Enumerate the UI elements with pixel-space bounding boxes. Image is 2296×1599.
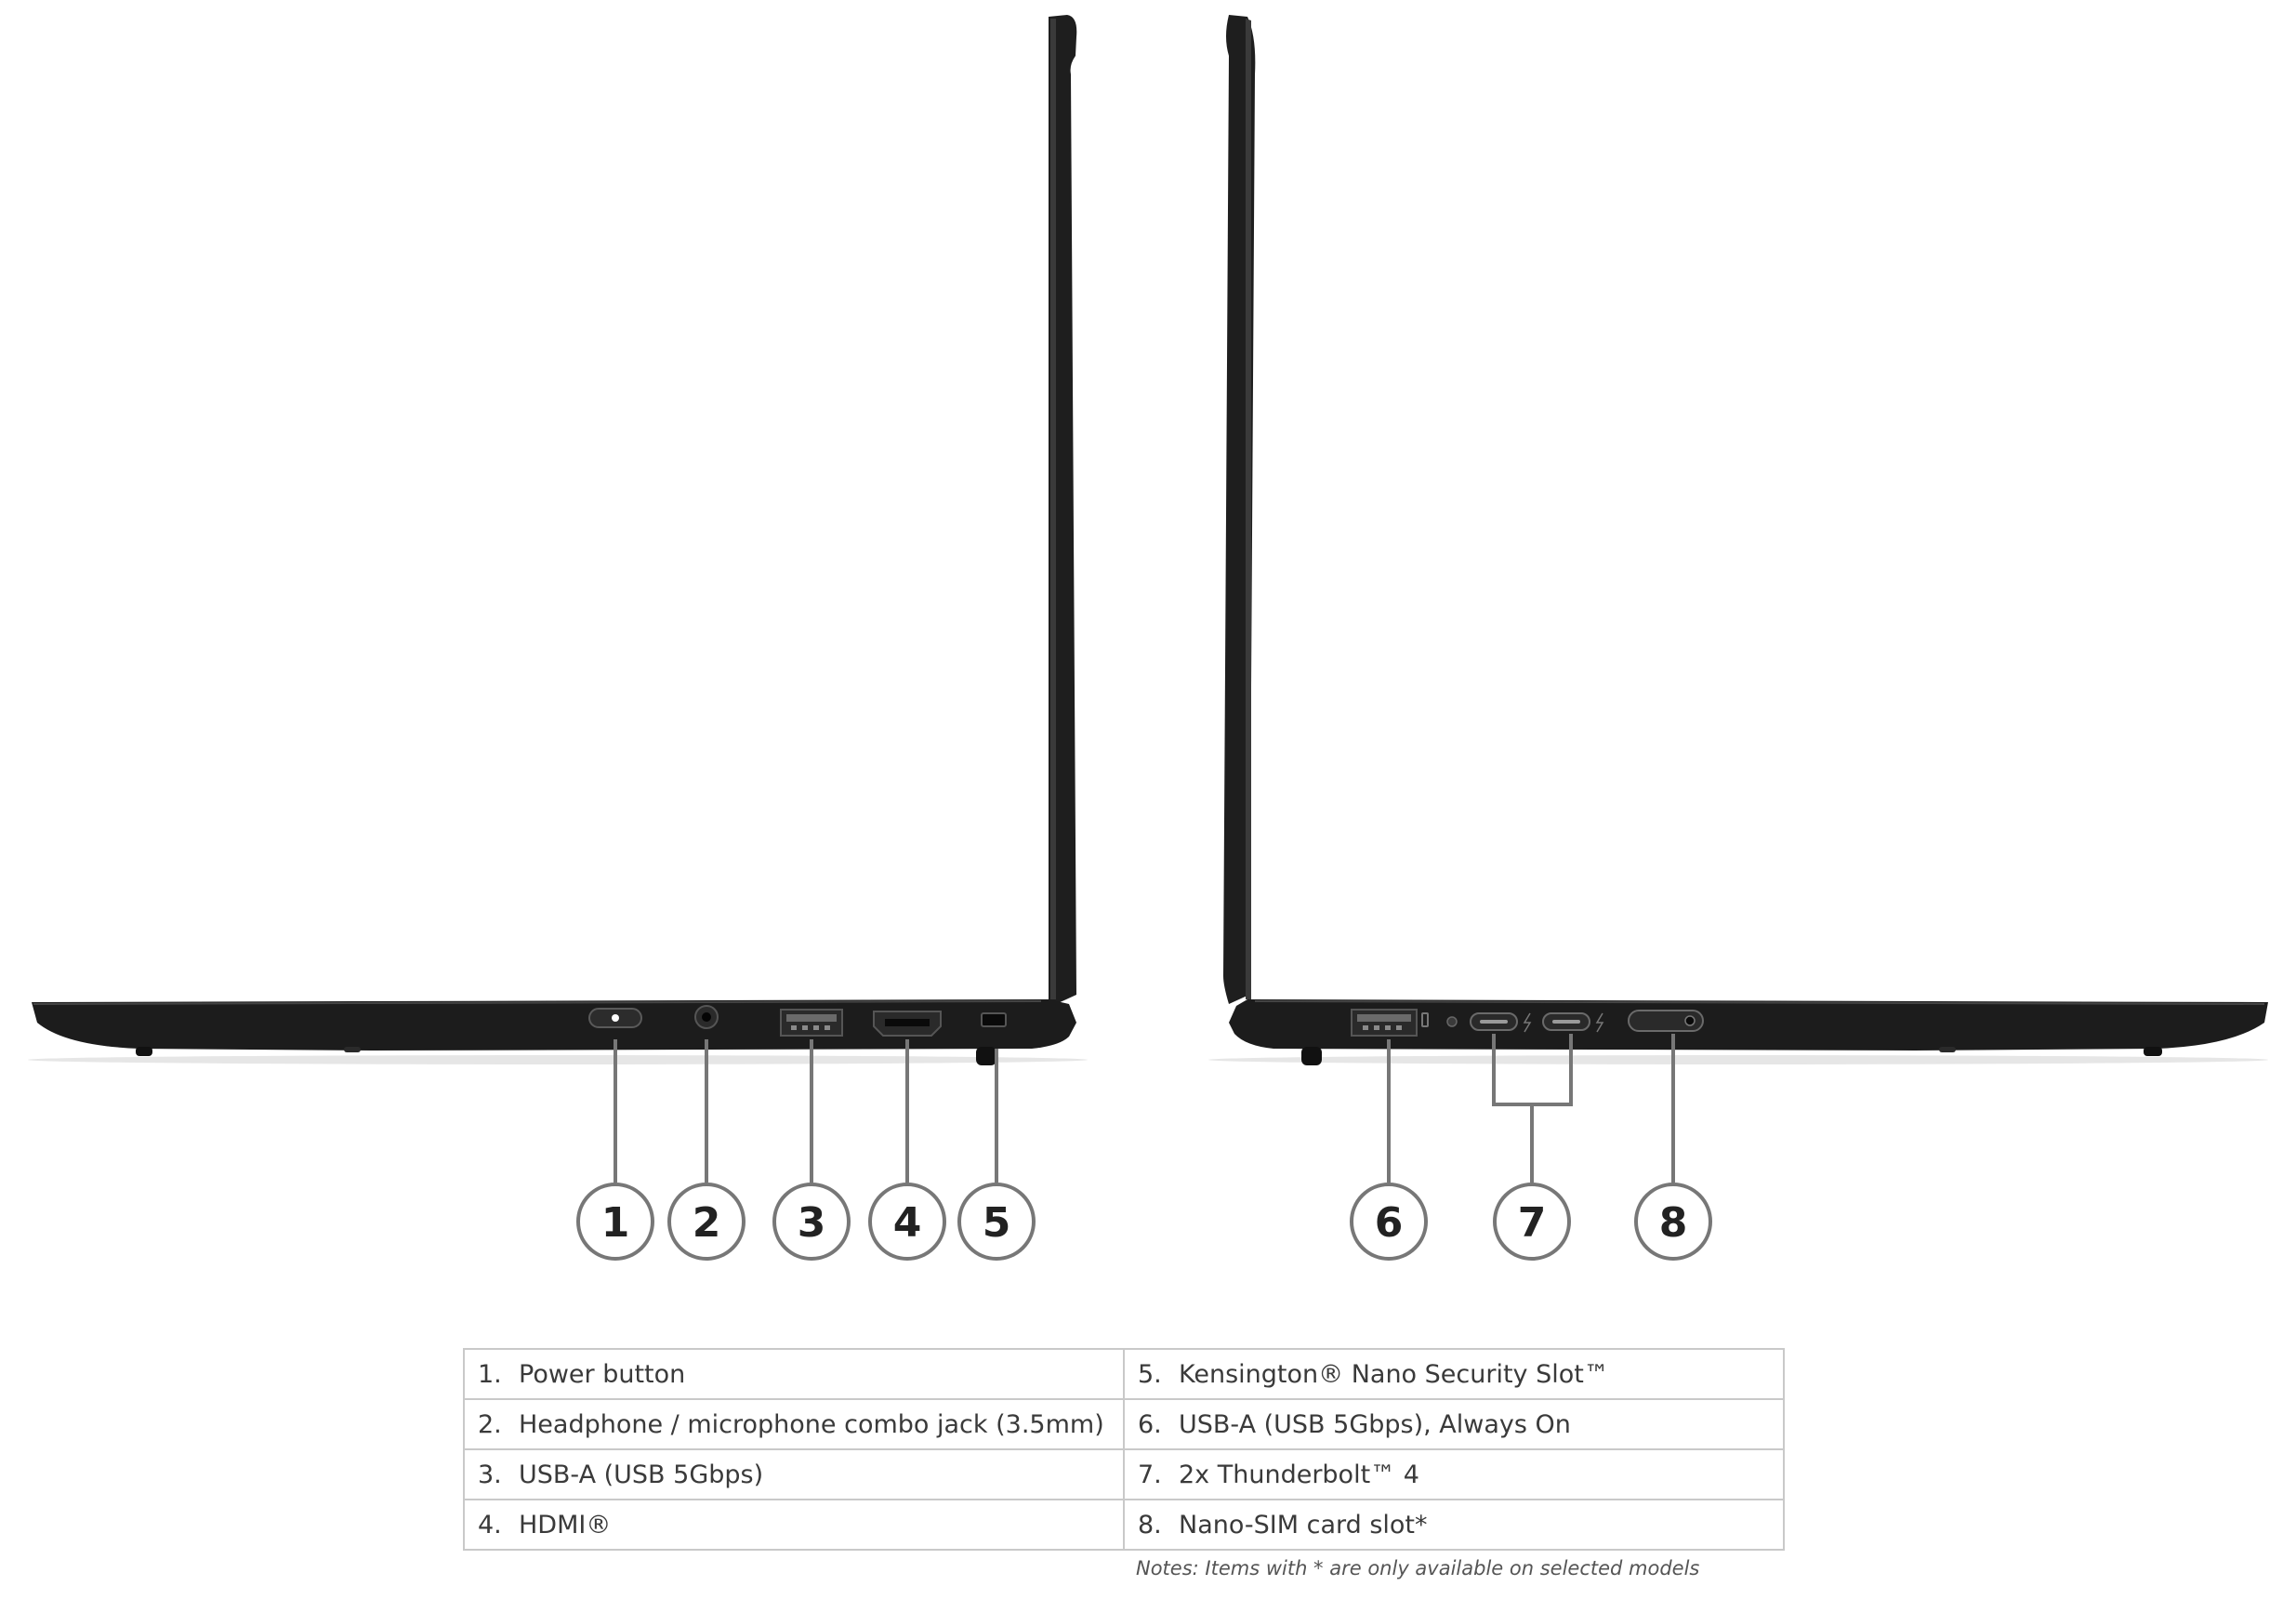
table-row (464, 1399, 1784, 1449)
callout-8 (1636, 1184, 1710, 1259)
callout-4 (870, 1184, 944, 1259)
item-number: 1. (478, 1359, 502, 1389)
laptop-left-side-view (28, 15, 1088, 1065)
item-number: 6. (1138, 1409, 1162, 1439)
item-label: 2x Thunderbolt™ 4 (1179, 1460, 1419, 1489)
status-led-icon (1447, 1017, 1457, 1026)
svg-text:1: 1 (600, 1199, 630, 1247)
item-number: 2. (478, 1409, 502, 1439)
table-cell (464, 1399, 1124, 1449)
item-number: 8. (1138, 1510, 1162, 1540)
svg-text:5: 5 (982, 1199, 1011, 1247)
power-button-icon (589, 1009, 641, 1027)
item-label: Power button (519, 1359, 686, 1389)
svg-text:8: 8 (1658, 1199, 1688, 1247)
table-cell (1124, 1449, 1784, 1500)
nano-sim-slot-icon (1629, 1011, 1703, 1031)
item-label: Nano-SIM card slot* (1179, 1510, 1428, 1540)
svg-text:4: 4 (892, 1199, 922, 1247)
callout-3 (774, 1184, 849, 1259)
usb-a-always-on-port-icon (1352, 1010, 1428, 1036)
usb-a-port-icon (781, 1010, 842, 1036)
availability-note: Notes: Items with * are only available on selected models (1136, 1557, 1700, 1579)
callout-5 (959, 1184, 1034, 1259)
table-row (464, 1500, 1784, 1550)
ports-legend-table (463, 1348, 1785, 1551)
table-row (464, 1449, 1784, 1500)
item-label: HDMI® (519, 1510, 612, 1540)
item-label: Headphone / microphone combo jack (3.5mm) (519, 1409, 1104, 1439)
callout-2 (669, 1184, 744, 1259)
item-number: 3. (478, 1460, 502, 1489)
item-label: USB-A (USB 5Gbps), Always On (1179, 1409, 1571, 1439)
table-cell (1124, 1399, 1784, 1449)
hdmi-port-icon (874, 1011, 941, 1036)
audio-jack-icon (695, 1006, 718, 1028)
table-cell (1124, 1500, 1784, 1550)
svg-text:7: 7 (1517, 1199, 1547, 1247)
item-number: 4. (478, 1510, 502, 1540)
callout-circles (578, 1184, 1710, 1259)
table-cell (464, 1349, 1124, 1399)
callout-7 (1495, 1184, 1569, 1259)
table-cell (1124, 1349, 1784, 1399)
item-label: Kensington® Nano Security Slot™ (1179, 1359, 1609, 1389)
item-number: 5. (1138, 1359, 1162, 1389)
table-cell (464, 1500, 1124, 1550)
svg-text:3: 3 (797, 1199, 826, 1247)
table-row (464, 1349, 1784, 1399)
callout-1 (578, 1184, 653, 1259)
item-number: 7. (1138, 1460, 1162, 1489)
svg-text:2: 2 (692, 1199, 721, 1247)
security-slot-icon (982, 1013, 1006, 1026)
svg-text:6: 6 (1374, 1199, 1404, 1247)
callout-6 (1352, 1184, 1426, 1259)
laptop-right-side-view (1208, 15, 2268, 1065)
item-label: USB-A (USB 5Gbps) (519, 1460, 764, 1489)
table-cell (464, 1449, 1124, 1500)
